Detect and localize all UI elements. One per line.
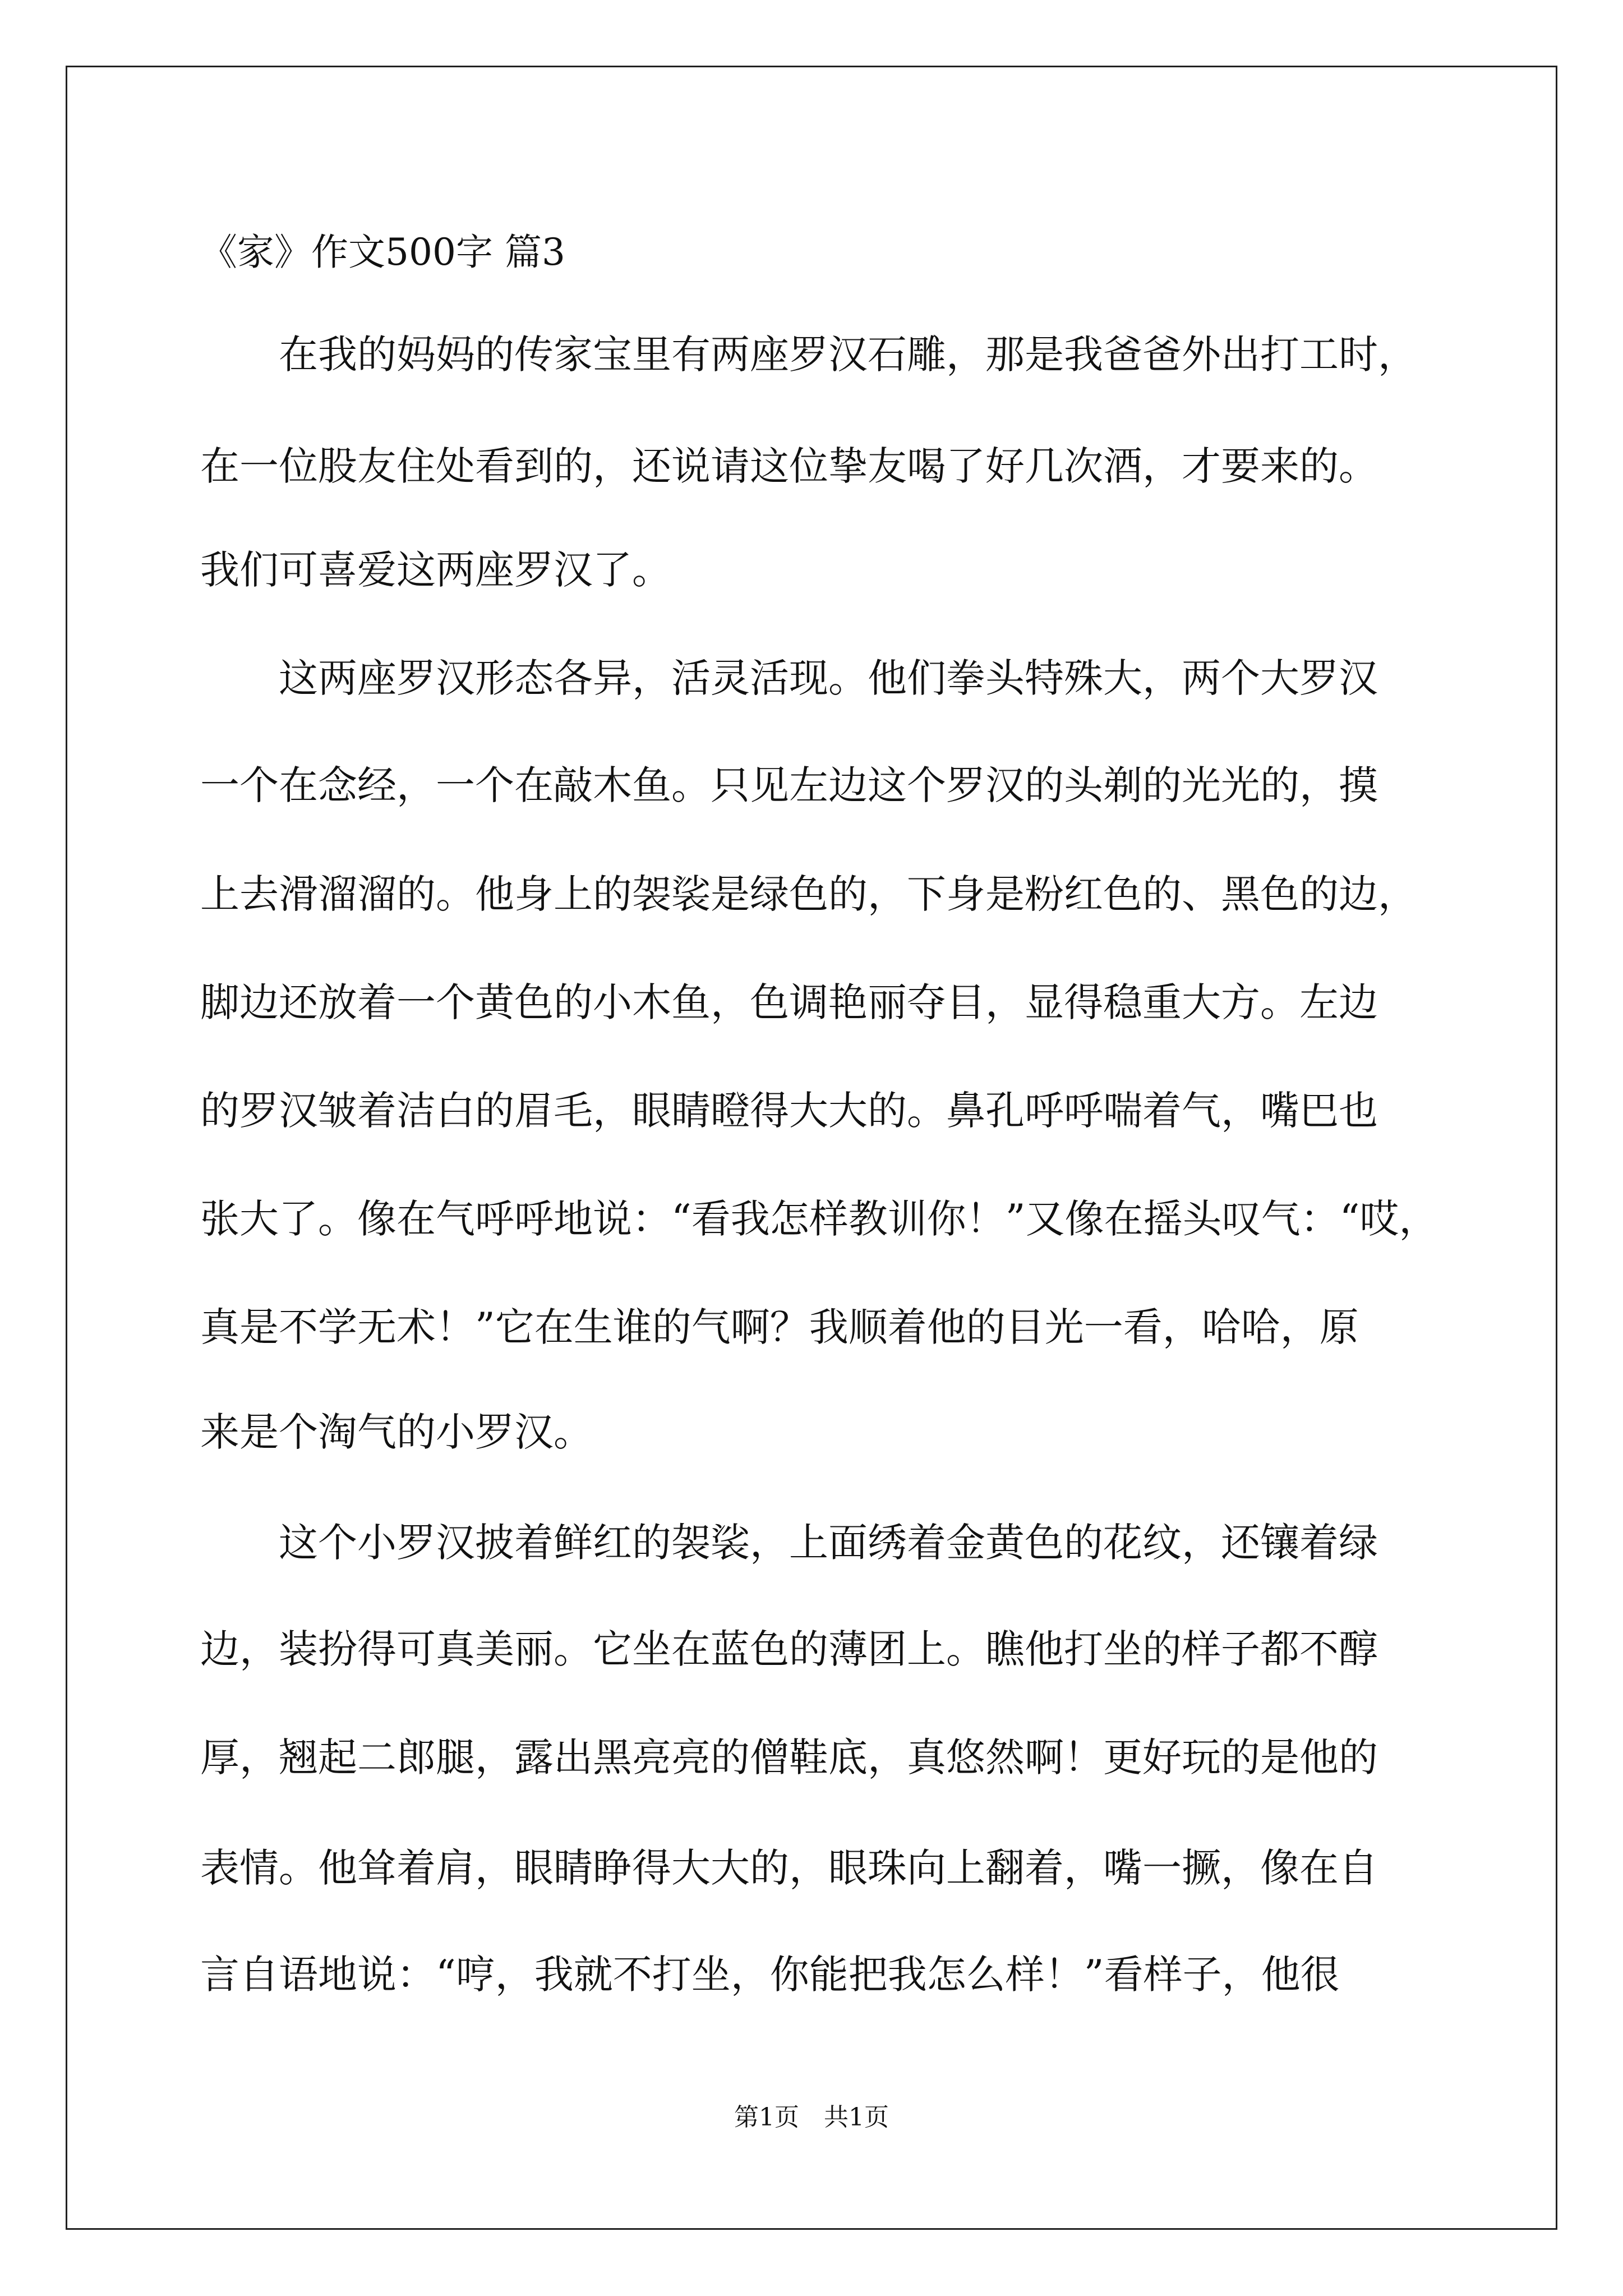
paragraph-line: 张大了。像在气呼呼地说：“看我怎样教训你！”又像在摇头叹气：“哎，: [200, 1196, 1438, 1242]
paragraph-line: 来是个淘气的小罗汉。: [200, 1409, 593, 1455]
paragraph-line: 我们可喜爱这两座罗汉了。: [200, 547, 671, 593]
paragraph-line: 脚边还放着一个黄色的小木鱼，色调艳丽夺目，显得稳重大方。左边: [200, 979, 1378, 1025]
paragraph-line: 边，装扮得可真美丽。它坐在蓝色的薄团上。瞧他打坐的样子都不醇: [200, 1626, 1378, 1672]
paragraph-line: 在我的妈妈的传家宝里有两座罗汉石雕，那是我爸爸外出打工时，: [200, 332, 1417, 378]
paragraph-line: 表情。他耸着肩，眼睛睁得大大的，眼珠向上翻着，嘴一撅，像在自: [200, 1845, 1378, 1891]
paragraph-line: 一个在念经，一个在敲木鱼。只见左边这个罗汉的头剃的光光的，摸: [200, 762, 1378, 808]
document-title: 《家》作文500字 篇3: [200, 231, 565, 274]
paragraph-line: 在一位股友住处看到的，还说请这位挚友喝了好几次酒，才要来的。: [200, 443, 1378, 489]
paragraph-line: 言自语地说：“哼，我就不打坐，你能把我怎么样！”看样子，他很: [200, 1952, 1340, 1998]
paragraph-line: 这个小罗汉披着鲜红的袈裟，上面绣着金黄色的花纹，还镶着绿: [200, 1520, 1378, 1566]
paragraph-line: 这两座罗汉形态各异，活灵活现。他们拳头特殊大，两个大罗汉: [200, 655, 1378, 701]
page-footer: 第1页 共1页: [734, 2103, 889, 2132]
paragraph-line: 厚，翘起二郎腿，露出黑亮亮的僧鞋底，真悠然啊！更好玩的是他的: [200, 1734, 1378, 1780]
paragraph-line: 真是不学无术！”它在生谁的气啊？我顺着他的目光一看，哈哈，原: [200, 1304, 1359, 1350]
paragraph-line: 的罗汉皱着洁白的眉毛，眼睛瞪得大大的。鼻孔呼呼喘着气，嘴巴也: [200, 1088, 1378, 1134]
page-border: [66, 66, 1557, 2230]
paragraph-line: 上去滑溜溜的。他身上的袈裟是绿色的，下身是粉红色的、黑色的边，: [200, 871, 1417, 917]
